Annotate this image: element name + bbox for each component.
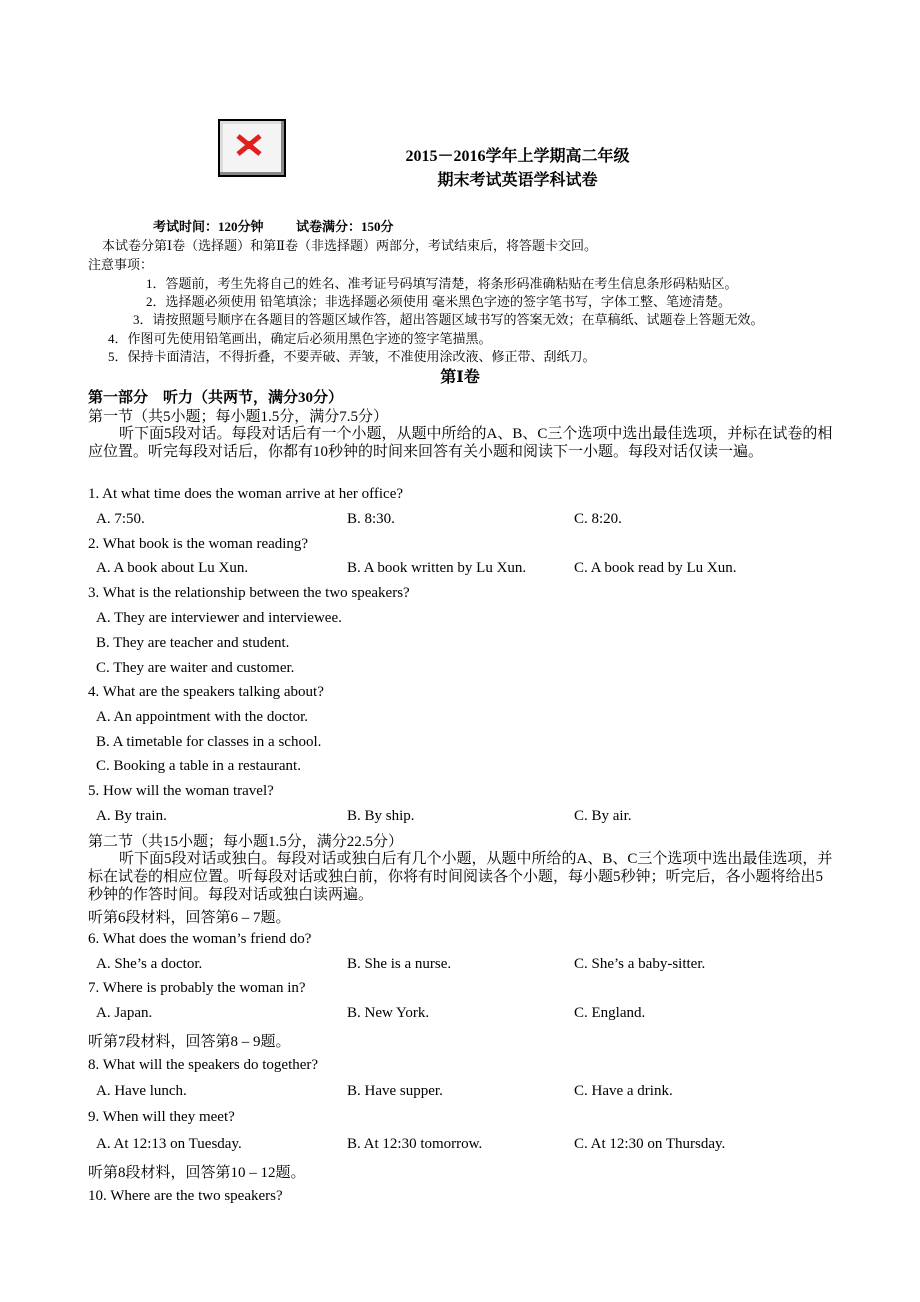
option-c: C. At 12:30 on Thursday. — [574, 1136, 726, 1152]
note-item: 3．请按照题号顺序在各题目的答题区域作答，超出答题区域书写的答案无效；在草稿纸、试题卷上答题无效。 — [133, 312, 764, 327]
option-c: C. Booking a table in a restaurant. — [96, 758, 301, 774]
option-a: A. A book about Lu Xun. — [96, 560, 249, 576]
question-stem: 1. At what time does the woman arrive at her office? — [88, 486, 404, 502]
question-stem: 2. What book is the woman reading? — [88, 536, 309, 552]
exam-title-line1: 2015－2016学年上学期高二年级 — [405, 148, 630, 165]
option-b: B. At 12:30 tomorrow. — [347, 1136, 483, 1152]
material-intro: 听第8段材料，回答第10 – 12题。 — [88, 1165, 306, 1181]
question-stem: 4. What are the speakers talking about? — [88, 684, 324, 700]
question-stem: 5. How will the woman travel? — [88, 783, 274, 799]
question-stem: 7. Where is probably the woman in? — [88, 980, 306, 996]
option-b: B. A timetable for classes in a school. — [96, 734, 322, 750]
note-item: 5．保持卡面清洁，不得折叠，不要弄破、弄皱，不准使用涂改液、修正带、刮纸刀。 — [108, 349, 596, 364]
exam-title-line2: 期末考试英语学科试卷 — [437, 172, 598, 189]
question-stem: 3. What is the relationship between the two speakers? — [88, 585, 410, 601]
option-a: A. She’s a doctor. — [96, 956, 203, 972]
option-b: B. New York. — [347, 1005, 430, 1021]
option-c: C. They are waiter and customer. — [96, 660, 295, 676]
question-stem: 8. What will the speakers do together? — [88, 1057, 319, 1073]
option-b: B. They are teacher and student. — [96, 635, 290, 651]
option-a: A. 7:50. — [96, 511, 145, 527]
option-b: B. By ship. — [347, 808, 415, 824]
exam-intro: 本试卷分第Ⅰ卷（选择题）和第Ⅱ卷（非选择题）两部分，考试结束后，将答题卡交回。 — [102, 238, 597, 253]
material-intro: 听第7段材料，回答第8 – 9题。 — [88, 1034, 291, 1050]
option-c: C. She’s a baby-sitter. — [574, 956, 706, 972]
option-c: C. England. — [574, 1005, 646, 1021]
option-a: A. By train. — [96, 808, 167, 824]
option-a: A. An appointment with the doctor. — [96, 709, 309, 725]
section1-instructions: 听下面5段对话。每段对话后有一个小题，从题中所给的A、B、C三个选项中选出最佳选项，并标在试卷的相应位置。听完每段对话后，你都有10秒钟的时间来回答有关小题和阅读下一小题。每段对话仅读一遍。 — [88, 426, 833, 460]
material-intro: 听第6段材料，回答第6 – 7题。 — [88, 910, 291, 926]
option-a: A. Japan. — [96, 1005, 153, 1021]
option-c: C. A book read by Lu Xun. — [574, 560, 737, 576]
option-b: B. 8:30. — [347, 511, 395, 527]
note-item: 2．选择题必须使用 铅笔填涂；非选择题必须使用 毫米黑色字迹的签字笔书写，字体工整、笔迹清楚。 — [146, 294, 732, 309]
question-stem: 10. Where are the two speakers? — [88, 1188, 283, 1204]
option-a: A. Have lunch. — [96, 1083, 187, 1099]
question-stem: 6. What does the woman’s friend do? — [88, 931, 312, 947]
option-b: B. Have supper. — [347, 1083, 443, 1099]
option-a: A. At 12:13 on Tuesday. — [96, 1136, 242, 1152]
option-a: A. They are interviewer and interviewee. — [96, 610, 342, 626]
option-c: C. By air. — [574, 808, 632, 824]
section2-title: 第二节（共15小题；每小题1.5分，满分22.5分） — [88, 834, 404, 850]
option-c: C. Have a drink. — [574, 1083, 673, 1099]
section1-title: 第一节（共5小题；每小题1.5分，满分7.5分） — [88, 409, 389, 425]
option-b: B. A book written by Lu Xun. — [347, 560, 527, 576]
part1-title: 第一部分 听力（共两节，满分30分） — [88, 390, 344, 406]
note-item: 4．作图可先使用铅笔画出，确定后必须用黑色字迹的签字笔描黑。 — [108, 331, 492, 346]
question-stem: 9. When will they meet? — [88, 1109, 235, 1125]
exam-time: 考试时间：120分钟 — [153, 219, 264, 234]
option-b: B. She is a nurse. — [347, 956, 452, 972]
section2-instructions: 听下面5段对话或独白。每段对话或独白后有几个小题，从题中所给的A、B、C三个选项中选出最佳选项，并标在试卷的相应位置。听每段对话或独白前，你将有时间阅读各个小题，每小题5秒钟；听完后，各小题将给出5秒钟的作答时间。每段对话或独白读两遍。 — [88, 851, 833, 903]
option-c: C. 8:20. — [574, 511, 622, 527]
volume-title: 第Ⅰ卷 — [440, 369, 480, 386]
note-item: 1．答题前，考生先将自己的姓名、准考证号码填写清楚，将条形码准确粘贴在考生信息条形码粘贴区。 — [146, 276, 738, 291]
exam-score: 试卷满分：150分 — [296, 219, 394, 234]
notes-label: 注意事项： — [88, 257, 154, 272]
